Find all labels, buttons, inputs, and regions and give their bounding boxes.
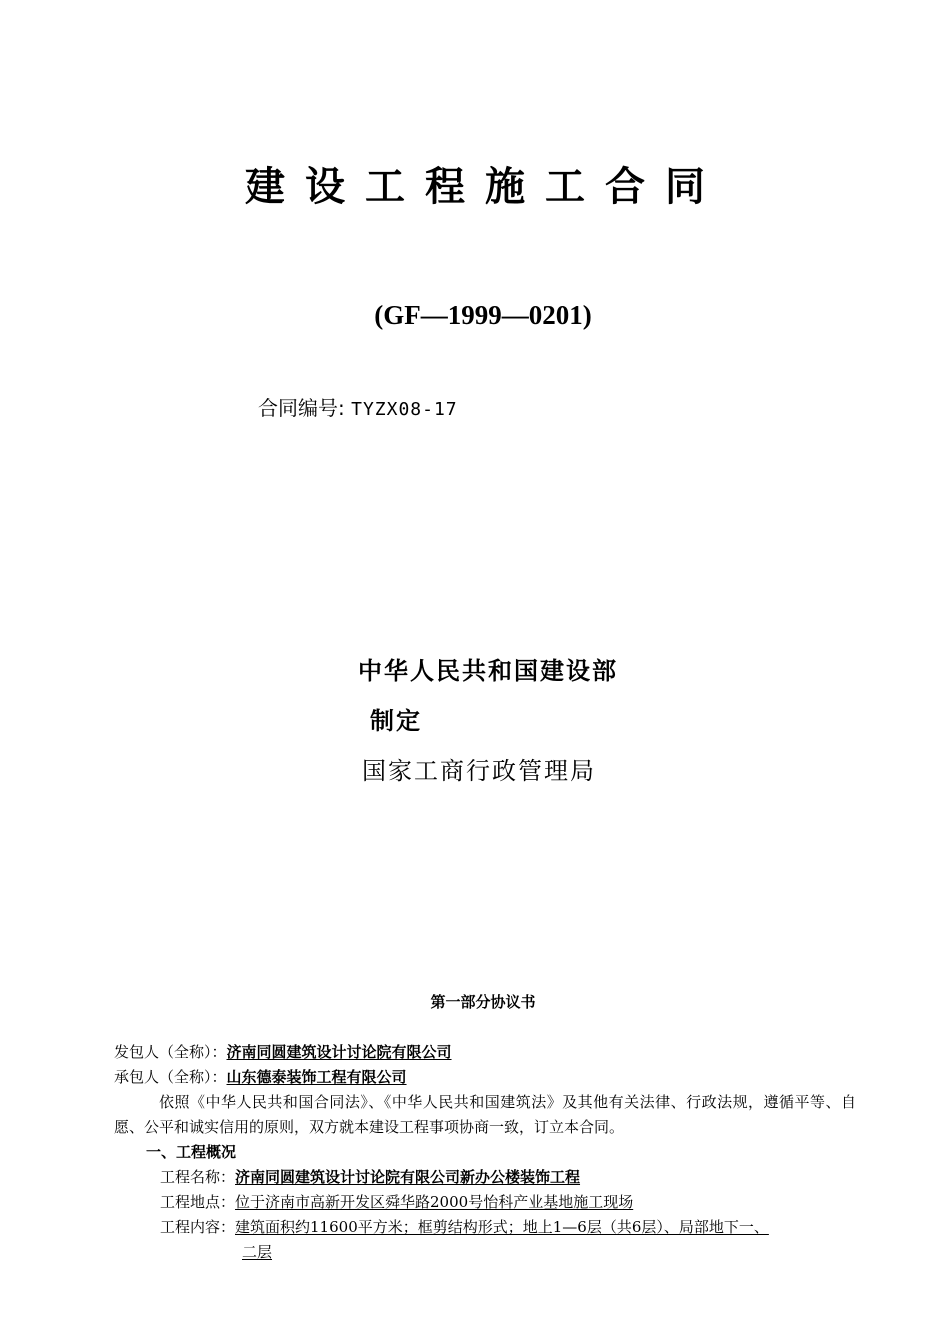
project-content-continuation bbox=[242, 1242, 272, 1262]
project-name-line bbox=[160, 1167, 580, 1187]
contractor-line bbox=[114, 1067, 407, 1087]
project-content-line bbox=[160, 1217, 769, 1237]
project-content-value-line1: 建筑面积约11600平方米；框剪结构形式；地上1—6层（共6层）、局部地下一、 bbox=[235, 1218, 769, 1236]
project-location-line bbox=[160, 1192, 633, 1212]
contract-number bbox=[258, 392, 458, 421]
employer-line bbox=[114, 1042, 452, 1062]
employer-value: 济南同圆建筑设计讨论院有限公司 bbox=[226, 1043, 452, 1061]
project-name-value: 济南同圆建筑设计讨论院有限公司新办公楼装饰工程 bbox=[235, 1168, 581, 1186]
intro-paragraph: 依照《中华人民共和国合同法》、《中华人民共和国建筑法》及其他有关法律、行政法规，遵循平等、自愿、公平和诚实信用的原则，双方就本建设工程事项协商一致，订立本合同。 bbox=[114, 1093, 856, 1136]
project-location-value: 位于济南市高新开发区舜华路2000号怡科产业基地施工现场 bbox=[235, 1193, 634, 1211]
issuer-action: 制定 bbox=[370, 706, 422, 735]
contractor-value: 山东德泰装饰工程有限公司 bbox=[226, 1068, 407, 1086]
issuer-administration: 国家工商行政管理局 bbox=[362, 757, 596, 785]
contract-number-value: TYZX08-17 bbox=[351, 399, 458, 420]
project-name-label: 工程名称： bbox=[160, 1168, 236, 1186]
contract-number-label: 合同编号: bbox=[258, 396, 345, 420]
section-title: 第一部分协议书 bbox=[430, 993, 536, 1011]
standard-code: (GF—1999—0201) bbox=[374, 300, 592, 330]
project-location-label: 工程地点： bbox=[160, 1193, 236, 1211]
overview-heading: 一、工程概况 bbox=[146, 1143, 237, 1161]
employer-label: 发包人（全称）： bbox=[114, 1043, 227, 1061]
issuer-ministry: 中华人民共和国建设部 bbox=[358, 656, 618, 685]
project-content-label: 工程内容： bbox=[160, 1218, 236, 1236]
contractor-label: 承包人（全称）： bbox=[114, 1068, 227, 1086]
document-title: 建设工程施工合同 bbox=[245, 163, 725, 210]
project-content-value-line2: 二层 bbox=[242, 1243, 273, 1261]
